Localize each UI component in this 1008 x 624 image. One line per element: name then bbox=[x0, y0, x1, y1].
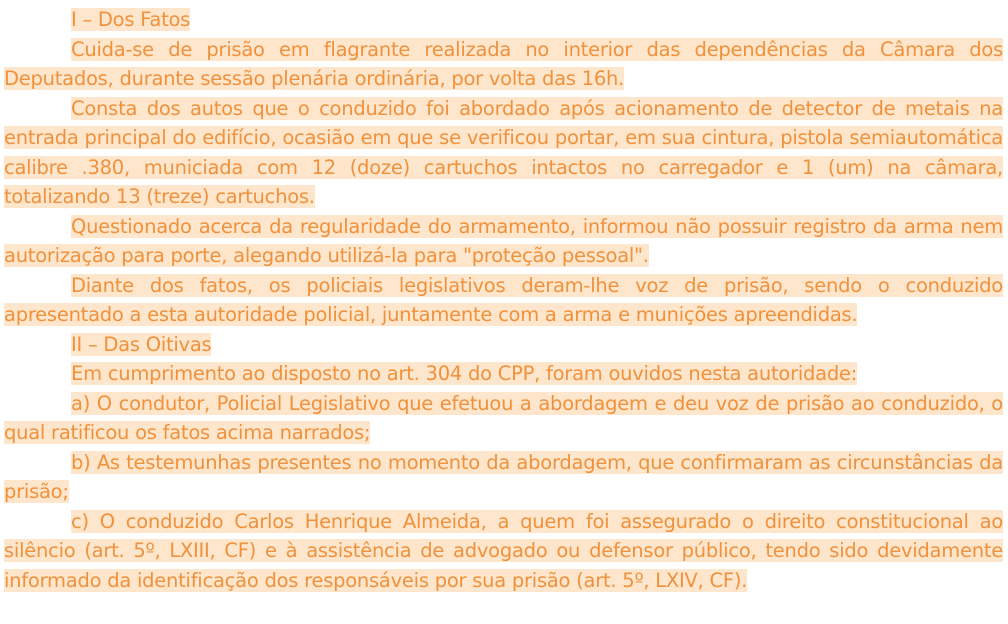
paragraph-abordagem: Consta dos autos que o conduzido foi abordado após acionamento de detector de metais na entrada principal do edifício, ocasião em que se verificou portar, em sua cintura, pistola semiautomática calibre .380, municiada com 12 (doze) cartuchos intactos no carregador e 1 (um) na câmara, totalizando 13 (treze) cartuchos. bbox=[4, 96, 1003, 208]
list-item-testemunhas: b) As testemunhas presentes no momento da abordagem, que confirmaram as circunstâncias da prisão; bbox=[4, 450, 1003, 503]
section-heading-oitivas: II – Das Oitivas bbox=[71, 332, 212, 356]
paragraph-questionamento: Questionado acerca da regularidade do armamento, informou não possuir registro da arma nem autorização para porte, alegando utilizá-la para "proteção pessoal". bbox=[4, 214, 1003, 267]
section-heading-fatos: I – Dos Fatos bbox=[71, 8, 191, 31]
paragraph-voz-de-prisao: Diante dos fatos, os policiais legislativos deram-lhe voz de prisão, sendo o conduzido apresentado a esta autoridade policial, juntamente com a arma e munições apreendidas. bbox=[4, 273, 1003, 326]
document-body bbox=[4, 5, 1003, 595]
list-item-conduzido: c) O conduzido Carlos Henrique Almeida, a quem foi assegurado o direito constitucional ao silêncio (art. 5º, LXIII, CF) e à assistência de advogado ou defensor público, tendo sido devidamente informado da identificação dos responsáveis por sua prisão (art. 5º, LXIV, CF). bbox=[4, 509, 1003, 592]
paragraph-prisao-flagrante: Cuida-se de prisão em flagrante realizada no interior das dependências da Câmara dos Deputados, durante sessão plenária ordinária, por volta das 16h. bbox=[4, 37, 1003, 90]
list-item-condutor: a) O condutor, Policial Legislativo que efetuou a abordagem e deu voz de prisão ao conduzido, o qual ratificou os fatos acima narrados; bbox=[4, 391, 1003, 444]
paragraph-art-304: Em cumprimento ao disposto no art. 304 do CPP, foram ouvidos nesta autoridade: bbox=[71, 362, 858, 385]
